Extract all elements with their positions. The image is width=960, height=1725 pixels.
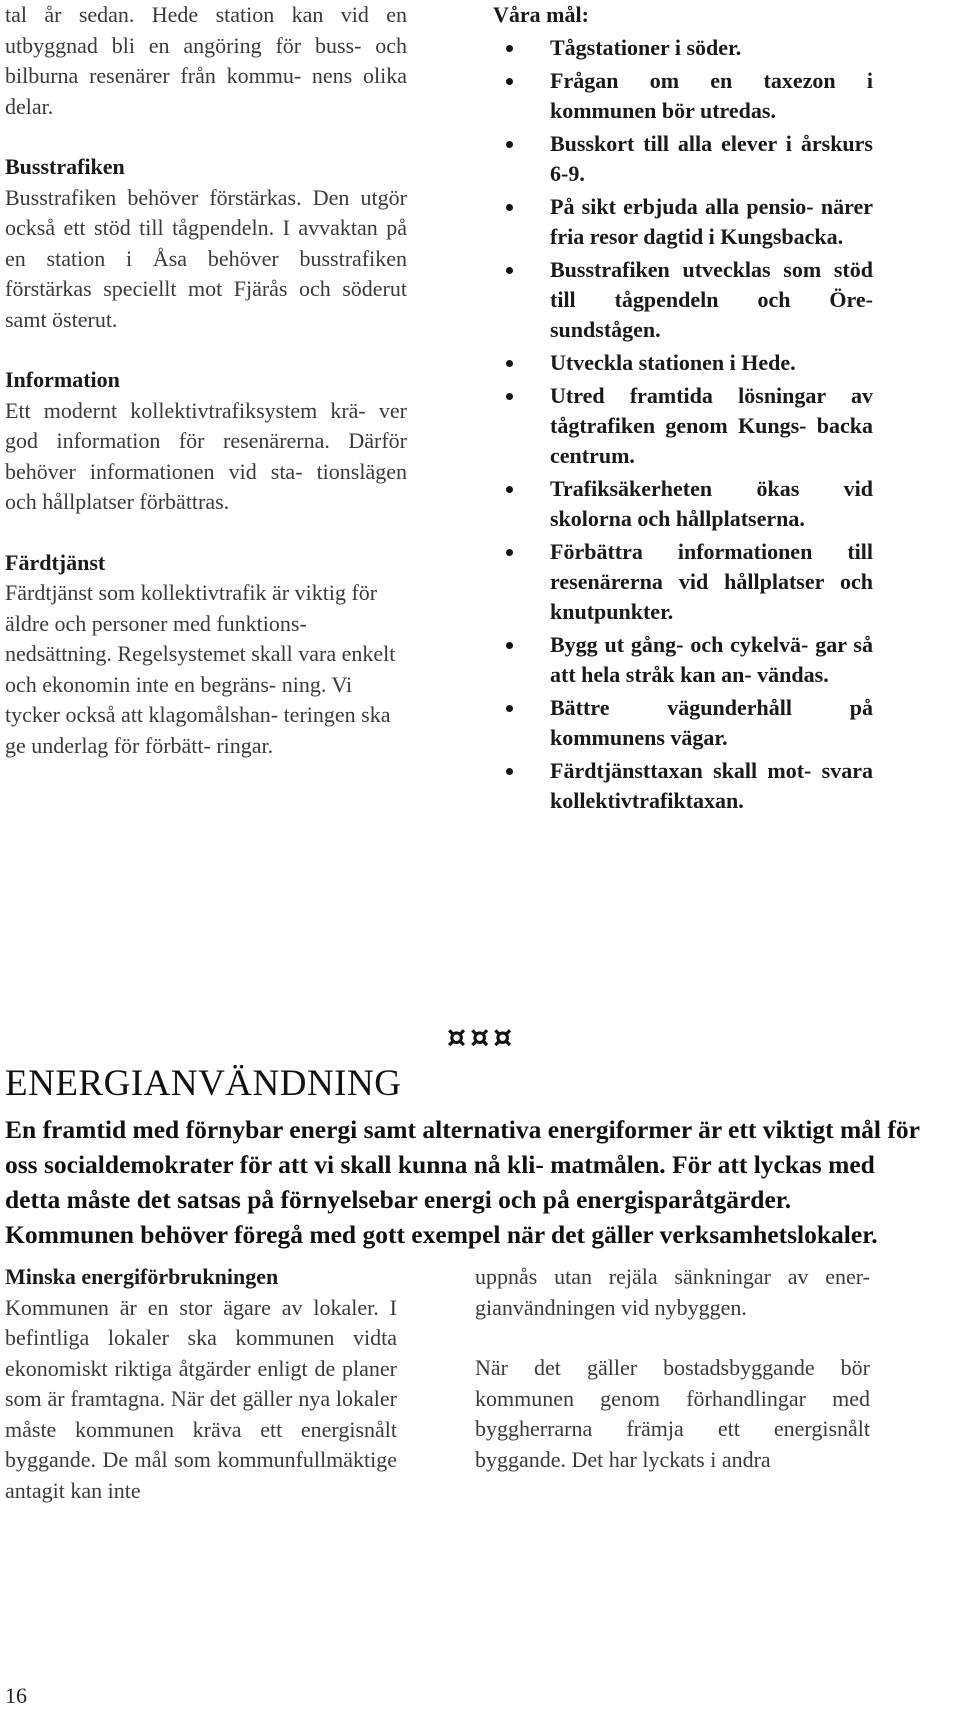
bullet-icon [506,705,513,712]
goal-text: Färdtjänsttaxan skall mot- svara kollektivtrafiktaxan. [550,757,873,813]
goal-item [493,66,873,126]
goal-item [493,381,873,471]
goal-text: Utveckla stationen i Hede. [550,349,796,375]
page-number: 16 [5,1683,27,1708]
goal-text: Bättre vägunderhåll på kommunens vägar. [550,694,873,750]
heading-fardtjanst: Färdtjänst [5,549,106,575]
goal-text: Bygg ut gång- och cykelvä- gar så att hela stråk kan an- vändas. [550,631,873,687]
goal-text: Förbättra informationen till resenärerna vid hållplatser och knutpunkter. [550,538,873,624]
left-column [5,0,407,761]
paragraph-energianvandning-nybyggen: uppnås utan rejäla sänkningar av ener- gianvändningen vid nybyggen. [475,1264,870,1320]
bullet-icon [506,549,513,556]
section-separator: ¤¤¤ [447,1020,517,1055]
bullet-icon [506,768,513,775]
paragraph-bostadsbyggande: När det gäller bostadsbyggande bör kommunen genom förhandlingar med byggherrarna främja ett energisnålt byggande. Det har lyckats i andra [475,1355,870,1472]
goal-text: Utred framtida lösningar av tågtrafiken genom Kungs- backa centrum. [550,382,873,468]
goal-item [493,33,873,63]
section-intro: En framtid med förnybar energi samt alternativa energiformer är ett viktigt mål för oss socialdemokrater för att vi skall kunna nå kli- matmålen. För att lyckas med detta måste det satsas på förnyelsebar energi och på energisparåtgärder. Kommunen behöver föregå med gott exempel när det gäller verksamhetslokaler. [5,1115,920,1249]
heading-minska-energiforbrukningen: Minska energiförbrukningen [5,1264,279,1289]
goals-list [493,33,873,816]
goal-item [493,192,873,252]
bullet-icon [506,78,513,85]
heading-information: Information [5,367,120,392]
goal-text: Tågstationer i söder. [550,34,742,60]
bullet-icon [506,141,513,148]
goal-text: Frågan om en taxezon i kommunen bör utredas. [550,67,873,123]
goal-text: På sikt erbjuda alla pensio- närer fria resor dagtid i Kungsbacka. [550,193,873,249]
bullet-icon [506,204,513,211]
bullet-icon [506,267,513,274]
paragraph-hede-station: tal år sedan. Hede station kan vid en utbyggnad bli en angöring för buss- och bilburna resenärer från kommu- nens olika delar. [5,2,407,119]
bullet-icon [506,393,513,400]
goal-item [493,129,873,189]
goal-item [493,693,873,753]
goal-text: Busstrafiken utvecklas som stöd till tågpendeln och Öre- sundstågen. [550,256,873,342]
heading-busstrafiken: Busstrafiken [5,154,125,179]
goal-text: Busskort till alla elever i årskurs 6-9. [550,130,873,186]
bullet-icon [506,642,513,649]
goal-text: Trafiksäkerheten ökas vid skolorna och hållplatserna. [550,475,873,531]
right-column [493,0,873,819]
bottom-left-column [5,1262,397,1506]
bullet-icon [506,486,513,493]
goal-item [493,255,873,345]
goal-item [493,537,873,627]
goal-item [493,474,873,534]
goal-item [493,756,873,816]
bullet-icon [506,360,513,367]
goal-item [493,630,873,690]
paragraph-fardtjanst: Färdtjänst som kollektivtrafik är viktig för äldre och personer med funktions- nedsättning. Regelsystemet skall vara enkelt och ekonomin inte en begräns- ning. Vi tycker också att klagomålshan- teringen ska ge underlag för förbätt- ringar. [5,580,396,758]
paragraph-busstrafiken: Busstrafiken behöver förstärkas. Den utgör också ett stöd till tågpendeln. I avvaktan på en station i Åsa behöver busstrafiken förstärkas speciellt mot Fjärås och söderut samt österut. [5,184,407,332]
paragraph-information: Ett modernt kollektivtrafiksystem krä- ver god information för resenärerna. Därför behöver informationen vid sta- tionslägen och hållplatser förbättras. [5,397,407,514]
bullet-icon [506,45,513,52]
section-title: ENERGIANVÄNDNING [5,1063,402,1104]
goals-heading: Våra mål: [493,2,589,27]
bottom-right-column [475,1262,870,1475]
goal-item [493,348,873,378]
paragraph-minska-energiforbrukningen: Kommunen är en stor ägare av lokaler. I befintliga lokaler ska kommunen vidta ekonomiskt riktiga åtgärder enligt de planer som är framtagna. När det gäller nya lokaler måste kommunen kräva ett energisnålt byggande. De mål som kommunfullmäktige antagit kan inte [5,1294,397,1503]
